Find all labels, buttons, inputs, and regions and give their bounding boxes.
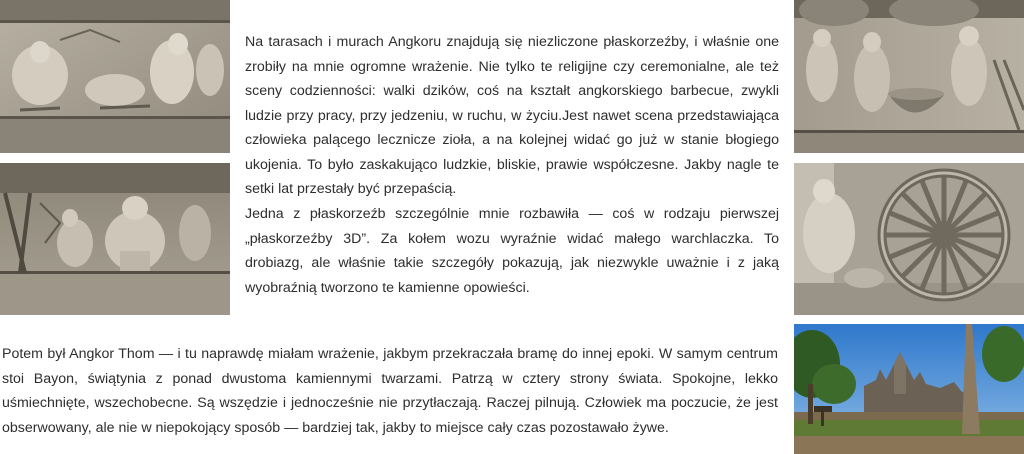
paragraph-3d-relief: Jedna z płaskorzeźb szczególnie mnie rozbawiła — coś w rodzaju pierwszej „płaskorzeźby 3D”. Za kołem wozu wyraźnie widać małego warchlaczka. To drobiazg, ale właśnie takie szczegóły pokazują, jak niezwykle uważnie i z jaką wyobraźnią tworzono te kamienne opowieści. bbox=[245, 206, 779, 296]
bayon-temple-photo bbox=[794, 324, 1024, 454]
paragraph-reliefs-intro: Na tarasach i murach Angkoru znajdują się niezliczone płaskorzeźby, i właśnie one zrobiły na mnie ogromne wrażenie. Nie tylko te religijne czy ceremonialne, ale też sceny codzienności: walki dzików, coś na kształt angkorskiego barbecue, zwykli ludzie przy pracy, przy jedzeniu, w ruchu, w życiu.Jest nawet scena przedstawiająca człowieka palącego lecznicze zioła, a na kolejnej widać go już w stanie błogiego ukojenia. To było zaskakująco ludzkie, bliskie, prawie współczesne. Jakby nagle te setki lat przestały być przepaścią. bbox=[245, 34, 779, 197]
paragraph-angkor-thom: Potem był Angkor Thom — i tu naprawdę miałam wrażenie, jakbym przekraczała bramę do innej epoki. W samym centrum stoi Bayon, świątynia z ponad dwustoma kamiennymi twarzami. Patrzą w cztery strony świata. Spokojne, lekko uśmiechnięte, wszechobecne. Są wszędzie i jednocześnie nie przytłaczają. Raczej pilnują. Człowiek ma poczucie, że jest obserwowany, ale nie w niepokojący sposób — bardziej tak, jakby to miejsce cały czas pozostawało żywe. bbox=[2, 346, 778, 436]
relief-photo-cart-wheel bbox=[794, 163, 1024, 315]
relief-photo-cooking-scene bbox=[794, 0, 1024, 153]
relief-photo-herb-smoker bbox=[0, 163, 230, 315]
relief-photo-boar-fight bbox=[0, 0, 230, 153]
